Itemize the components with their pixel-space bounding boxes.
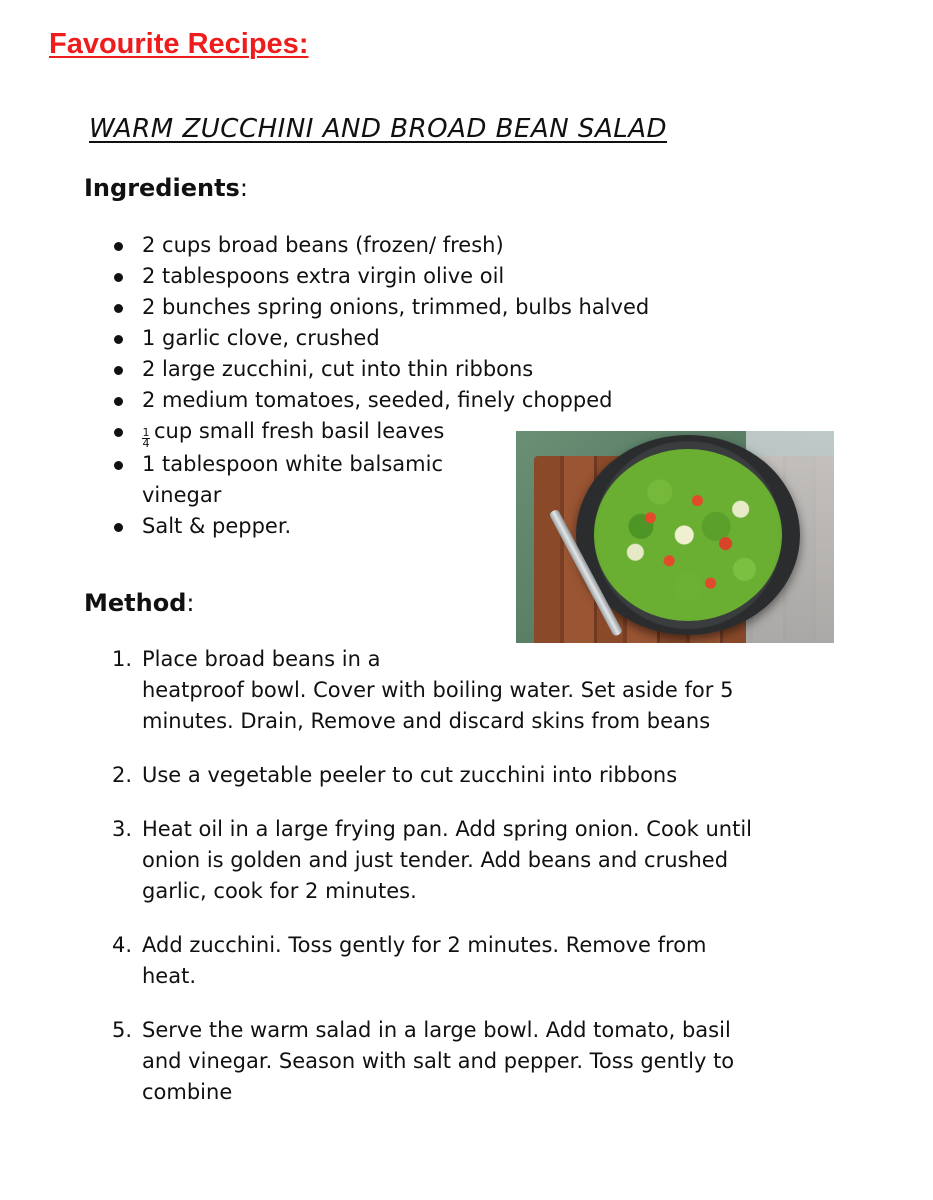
ingredients-heading-label: Ingredients [84,174,240,202]
step-text: Serve the warm salad in a large bowl. Add tomato, basil and vinegar. Season with salt and pepper. Toss gently to combine [142,1018,735,1104]
step-number: 3. [112,817,133,841]
step-text: Add zucchini. Toss gently for 2 minutes. Remove from heat. [142,933,707,988]
ingredients-heading [84,174,248,202]
step-text: heatproof bowl. Cover with boiling water. Set aside for 5 minutes. Drain, Remove and discard skins from beans [142,678,734,733]
method-step [112,814,762,907]
ingredients-heading-colon: : [239,174,248,202]
step-number: 1. [112,647,133,671]
ingredient-item: 2 cups broad beans (frozen/ fresh) [112,230,712,261]
salad-photo [516,431,834,643]
step-text-first-line: Place broad beans in a [142,647,381,671]
fraction-numerator: 1 [142,426,150,439]
fraction-denominator: 4 [142,437,150,450]
ingredient-basil-text: cup small fresh basil leaves [154,419,445,443]
ingredient-item: Salt & pepper. [112,511,712,542]
method-step [112,930,762,992]
quarter-fraction [142,428,150,449]
ingredient-item: 2 tablespoons extra virgin olive oil [112,261,712,292]
recipe-title: WARM ZUCCHINI AND BROAD BEAN SALAD [89,114,668,144]
ingredient-item: 2 bunches spring onions, trimmed, bulbs halved [112,292,712,323]
method-list [112,644,762,1108]
ingredient-item: 2 medium tomatoes, seeded, finely chopped [112,385,712,416]
step-text: Heat oil in a large frying pan. Add spring onion. Cook until onion is golden and just tender. Add beans and crushed garlic, cook for 2 minutes. [142,817,753,903]
step-number: 2. [112,763,133,787]
method-heading [84,589,194,617]
page-header: Favourite Recipes: [49,28,309,60]
ingredient-item: 2 large zucchini, cut into thin ribbons [112,354,712,385]
salad-contents [594,449,782,621]
step-text: Use a vegetable peeler to cut zucchini into ribbons [142,763,678,787]
step-number: 4. [112,933,133,957]
method-step [112,644,762,737]
method-heading-colon: : [186,589,195,617]
ingredient-item: 1 garlic clove, crushed [112,323,712,354]
step-number: 5. [112,1018,133,1042]
method-step [112,760,762,791]
method-heading-label: Method [84,589,187,617]
ingredient-item: 1 tablespoon white balsamic vinegar [112,449,472,511]
method-step [112,1015,762,1108]
